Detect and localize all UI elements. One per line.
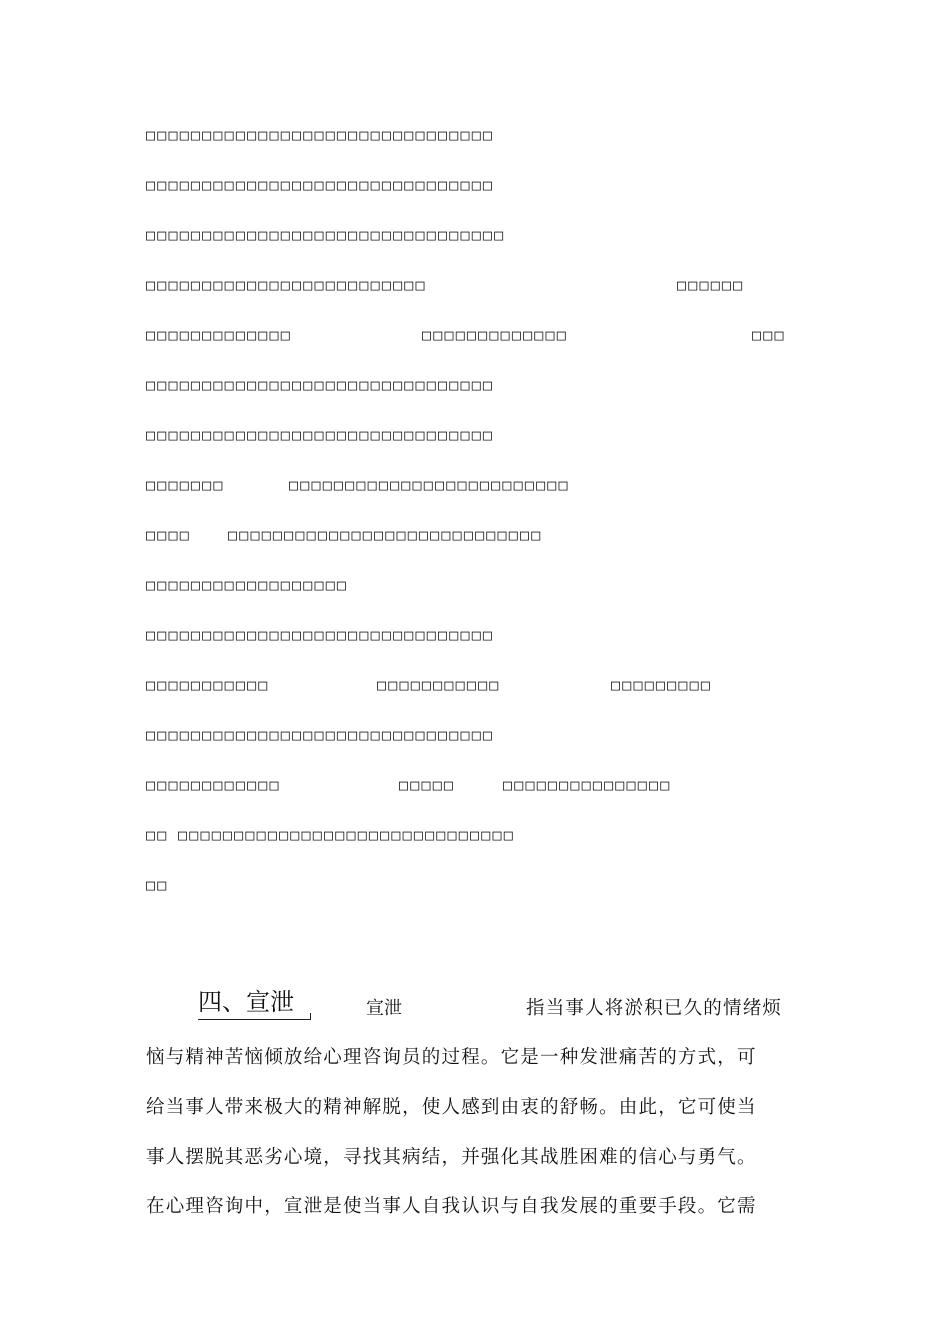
garbled-segment: □□□□□□□□□□□□□□□□□□□□□□□□□□□□ xyxy=(228,526,543,544)
garbled-segment: □□□□□□□ xyxy=(146,476,225,494)
section-term: 宣泄 xyxy=(366,998,402,1019)
heading-underline xyxy=(198,1019,310,1020)
section-line-3: 事人摆脱其恶劣心境，寻找其病结，并强化其战胜困难的信心与勇气。 xyxy=(146,1147,757,1168)
garbled-segment: □□□□□□□□□□□□□□□ xyxy=(503,776,672,794)
section-heading: 四、宣泄 xyxy=(198,988,294,1016)
garbled-segment: □□□□□□□□□□□□□□□□□□□□□□□□□□□□□□□ xyxy=(146,376,495,394)
section-first-line: 指当事人将淤积已久的情绪烦 xyxy=(526,998,783,1019)
garbled-segment: □□□□□□□□□□□□□ xyxy=(422,326,568,344)
garbled-segment: □□□□□□□□□□□□□□□□□□□□□□□□□□□□□□□ xyxy=(146,176,495,194)
garbled-segment: □□□□□□□□□□□□ xyxy=(146,776,281,794)
garbled-segment: □□□□□□□□□ xyxy=(611,676,713,694)
garbled-segment: □□□□□□□□□□□□□□□□□□□□□□□□□□□□□□□ xyxy=(146,726,495,744)
garbled-segment: □□□□□□□□□□□□□□□□□□□□□□□□□ xyxy=(289,476,570,494)
garbled-segment: □□□□□□□□□□□□□□□□□□□□□□□□□□□□□□ xyxy=(178,826,515,844)
garbled-segment: □□□□□□ xyxy=(677,276,745,294)
garbled-segment: □□□□□□□□□□□□□□□□□□□□□□□□□□□□□□□□ xyxy=(146,226,506,244)
garbled-segment: □□□□□ xyxy=(399,776,456,794)
section-line-1: 恼与精神苦恼倾放给心理咨询员的过程。它是一种发泄痛苦的方式，可 xyxy=(146,1047,757,1068)
heading-underline-tick xyxy=(310,1013,311,1020)
garbled-segment: □□□□□□□□□□□ xyxy=(146,676,270,694)
section-line-4: 在心理咨询中，宣泄是使当事人自我认识与自我发展的重要手段。它需 xyxy=(146,1196,757,1217)
garbled-segment: □□ xyxy=(146,826,169,844)
garbled-segment: □□□□□□□□□□□□□□□□□□□□□□□□□□□□□□□ xyxy=(146,126,495,144)
section-line-2: 给当事人带来极大的精神解脱，使人感到由衷的舒畅。由此，它可使当 xyxy=(146,1097,757,1118)
garbled-segment: □□□□ xyxy=(146,526,191,544)
garbled-segment: □□□□□□□□□□□□□□□□□□□□□□□□□ xyxy=(146,276,427,294)
garbled-segment: □□□□□□□□□□□□□ xyxy=(146,326,292,344)
garbled-segment: □□□□□□□□□□□□□□□□□□ xyxy=(146,576,349,594)
garbled-segment: □□□□□□□□□□□ xyxy=(377,676,501,694)
garbled-segment: □□□□□□□□□□□□□□□□□□□□□□□□□□□□□□□ xyxy=(146,426,495,444)
garbled-segment: □□□□□□□□□□□□□□□□□□□□□□□□□□□□□□□ xyxy=(146,626,495,644)
garbled-segment: □□□ xyxy=(752,326,786,344)
garbled-segment: □□ xyxy=(146,876,169,894)
